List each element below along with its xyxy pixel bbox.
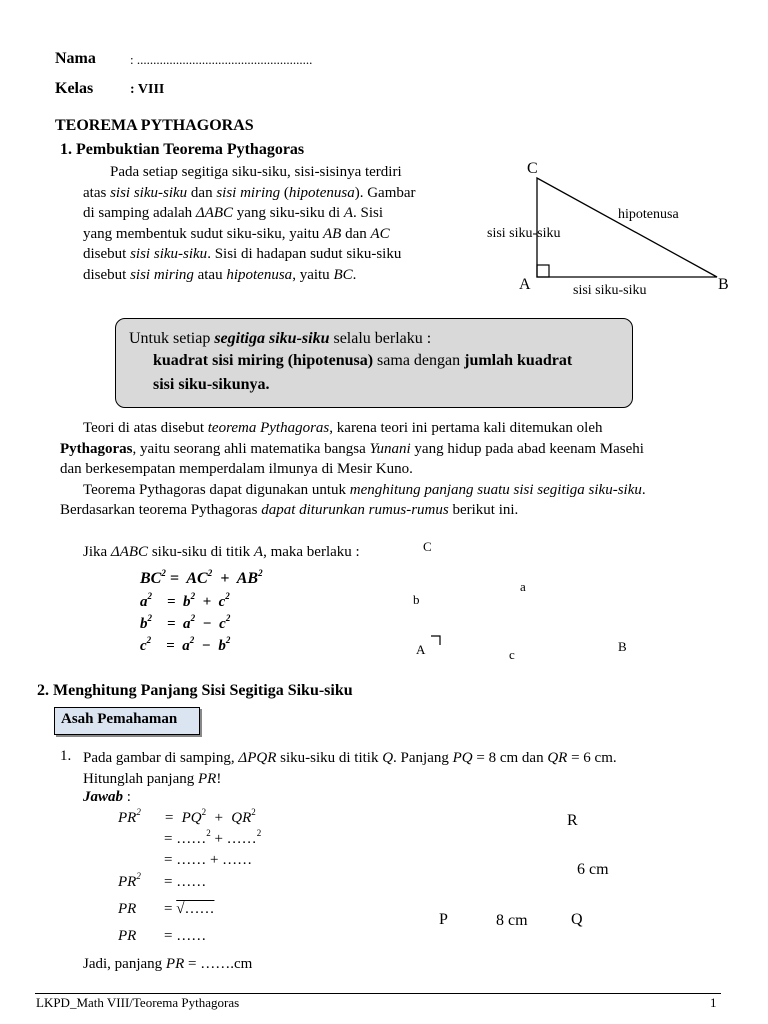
body-line2: Pythagoras, yaitu seorang ahli matematika bangsa Yunani yang hidup pada abad keenam Masehi <box>60 440 644 457</box>
triangle2-side-a: a <box>520 579 526 594</box>
triangle2-label-c: C <box>423 539 432 554</box>
body-line3: dan berkesempatan memperdalam ilmunya di Mesir Kuno. <box>60 461 413 477</box>
section1-heading: 1. Pembuktian Teorema Pythagoras <box>60 141 305 158</box>
nama-label: Nama <box>55 50 96 67</box>
asah-pemahaman-label: Asah Pemahaman <box>61 711 178 727</box>
formula-intro: Jika ΔABC siku-siku di titik A, maka berlaku : <box>83 544 360 560</box>
footer-left: LKPD_Math VIII/Teorema Pythagoras <box>36 995 240 1010</box>
triangle2-right-angle-marker <box>430 635 442 647</box>
triangle1-vertical-leg-label: sisi siku-siku <box>487 226 561 241</box>
question-line2: Hitunglah panjang PR! <box>83 770 222 787</box>
footer-divider <box>35 993 721 994</box>
answer-row6-lhs: PR <box>118 928 137 944</box>
right-angle-marker <box>537 265 549 277</box>
triangle2-label-a: A <box>416 642 426 657</box>
jawab-label: Jawab : <box>83 789 131 805</box>
triangle1-label-b: B <box>718 276 729 293</box>
section2-heading: 2. Menghitung Panjang Sisi Segitiga Siku-siku <box>37 682 353 699</box>
formula-2: $a^2$ = $b^2 + c^2$ <box>140 591 230 610</box>
kelas-label: Kelas <box>55 80 94 97</box>
body-line5: Berdasarkan teorema Pythagoras dapat diturunkan rumus-rumus berikut ini. <box>60 502 519 518</box>
triangle3-label-p: P <box>439 911 448 928</box>
s1-line5: disebut sisi siku-siku. Sisi di hadapan sudut siku-siku <box>83 246 402 262</box>
triangle1-horizontal-leg-label: sisi siku-siku <box>573 283 647 298</box>
conclusion: Jadi, panjang PR = …….cm <box>83 956 253 972</box>
triangle2-side-c: c <box>509 647 515 662</box>
triangle2-label-b: B <box>618 639 627 654</box>
triangle3-label-q: Q <box>571 911 583 928</box>
triangle2-side-b: b <box>413 592 420 607</box>
triangle3-label-r: R <box>567 812 578 829</box>
page-title: TEOREMA PYTHAGORAS <box>55 117 254 134</box>
triangle1-label-a: A <box>519 276 531 293</box>
answer-row1-rhs: = $PQ^2 + QR^2$ <box>164 807 256 826</box>
theorem-callout <box>115 318 633 408</box>
question-line1: Pada gambar di samping, ΔPQR siku-siku di titik Q. Panjang PQ = 8 cm dan QR = 6 cm. <box>83 750 617 766</box>
answer-row5-lhs: PR <box>118 901 137 917</box>
answer-row6-rhs[interactable]: = …… <box>164 928 207 944</box>
question-number: 1. <box>60 748 72 764</box>
s1-line1: Pada setiap segitiga siku-siku, sisi-sisinya terdiri <box>110 164 402 180</box>
kelas-value: : VIII <box>130 82 165 97</box>
triangle3-side-qr: 6 cm <box>577 861 609 878</box>
section1-paragraph <box>83 162 455 285</box>
body-line4: Teorema Pythagoras dapat digunakan untuk menghitung panjang suatu sisi segitiga siku-siku. <box>83 481 646 498</box>
triangle1-label-c: C <box>527 160 538 177</box>
s1-line6: disebut sisi miring atau hipotenusa, yaitu BC. <box>83 266 357 283</box>
callout-line1: Untuk setiap segitiga siku-siku selalu berlaku : <box>129 330 432 347</box>
body-line1: Teori di atas disebut teorema Pythagoras, karena teori ini pertama kali ditemukan oleh <box>83 420 603 436</box>
nama-field[interactable]: : ...................................................... <box>130 52 313 67</box>
triangle3-side-pq: 8 cm <box>496 912 528 929</box>
body-paragraph <box>60 418 722 521</box>
callout-line2: kuadrat sisi miring (hipotenusa) sama dengan jumlah kuadrat <box>153 352 573 369</box>
formula-4: $c^2$ = $a^2 - b^2$ <box>140 635 231 654</box>
answer-row2[interactable]: = ……$^2$ + ……$^2$ <box>164 828 262 847</box>
s1-line4: yang membentuk sudut siku-siku, yaitu AB dan AC <box>83 225 390 242</box>
s1-line3: di samping adalah ΔABC yang siku-siku di A. Sisi <box>83 205 384 221</box>
question-text <box>83 748 721 789</box>
answer-row4-lhs: $PR^2$ <box>118 871 141 890</box>
answer-row4-rhs[interactable]: = …… <box>164 874 207 890</box>
s1-line2: atas sisi siku-siku dan sisi miring (hipotenusa). Gambar <box>83 184 416 201</box>
answer-row5-rhs[interactable]: = √…… <box>164 901 215 917</box>
asah-pemahaman-tag <box>54 707 200 735</box>
answer-row3[interactable]: = …… + …… <box>164 852 253 868</box>
page-number: 1 <box>710 995 717 1010</box>
formula-3: $b^2$ = $a^2 - c^2$ <box>140 613 231 632</box>
answer-row1-lhs: $PR^2$ <box>118 807 141 826</box>
triangle-abc-shape <box>537 178 717 277</box>
callout-line3: sisi siku-sikunya. <box>153 376 270 393</box>
triangle1-hypotenuse-label: hipotenusa <box>618 207 679 222</box>
formula-1: $BC^2 = AC^2 + AB^2$ <box>140 567 263 587</box>
